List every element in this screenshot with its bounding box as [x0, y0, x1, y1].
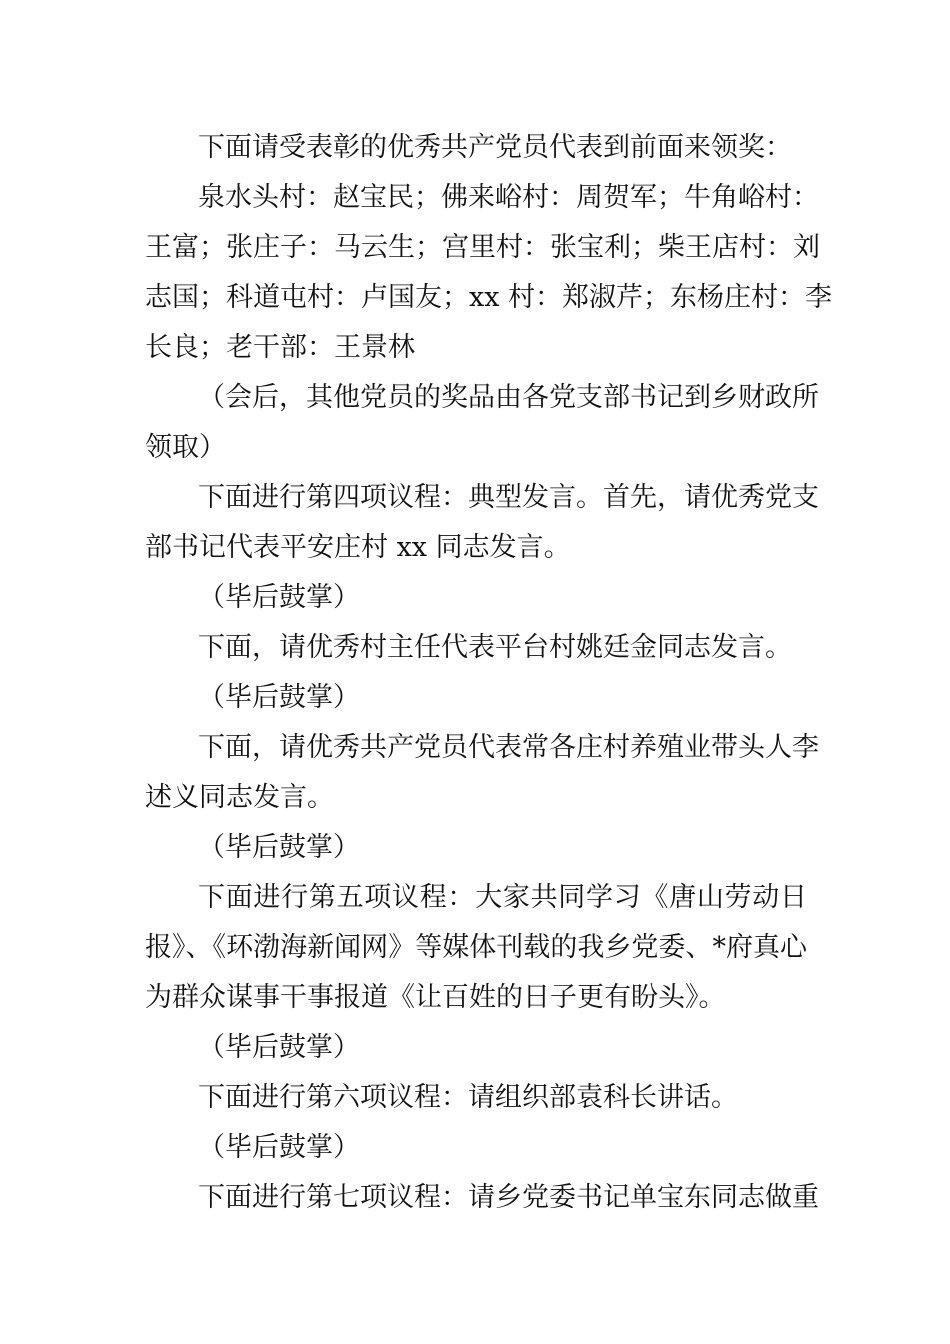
agenda-item-4-line-2: 部书记代表平安庄村 xx 同志发言。 [145, 532, 571, 563]
awardee-list-line-3: 志国；科道屯村：卢国友；xx 村：郑淑芹；东杨庄村：李 [145, 282, 833, 313]
awardee-list-line-2: 王富；张庄子：马云生；宫里村：张宝利；柴王店村：刘 [145, 232, 820, 263]
agenda-item-7-line-1: 下面进行第七项议程：请乡党委书记单宝东同志做重 [198, 1182, 819, 1213]
note-prizes-line-1: （会后，其他党员的奖品由各党支部书记到乡财政所 [198, 382, 819, 413]
speaker-party-member-line-2: 述义同志发言。 [145, 782, 334, 813]
awardee-list-line-1: 泉水头村：赵宝民；佛来峪村：周贺军；牛角峪村： [198, 182, 819, 213]
awardee-list-line-4: 长良；老干部：王景林 [145, 332, 415, 363]
applause-note: （毕后鼓掌） [198, 832, 360, 863]
applause-note: （毕后鼓掌） [198, 1032, 360, 1063]
agenda-item-6: 下面进行第六项议程：请组织部袁科长讲话。 [198, 1082, 738, 1113]
agenda-item-5-line-1: 下面进行第五项议程：大家共同学习《唐山劳动日 [198, 882, 807, 913]
speaker-party-member-line-1: 下面，请优秀共产党员代表常各庄村养殖业带头人李 [198, 732, 819, 763]
agenda-item-5-line-2: 报》、《环渤海新闻网》等媒体刊载的我乡党委、*府真心 [145, 932, 807, 963]
applause-note: （毕后鼓掌） [198, 582, 360, 613]
speaker-village-head: 下面，请优秀村主任代表平台村姚廷金同志发言。 [198, 632, 792, 663]
note-prizes-line-2: 领取） [145, 432, 226, 463]
applause-note: （毕后鼓掌） [198, 682, 360, 713]
applause-note: （毕后鼓掌） [198, 1132, 360, 1163]
agenda-item-4-line-1: 下面进行第四项议程：典型发言。首先，请优秀党支 [198, 482, 819, 513]
agenda-item-5-line-3: 为群众谋事干事报道《让百姓的日子更有盼头》。 [145, 982, 726, 1013]
paragraph-award-intro: 下面请受表彰的优秀共产党员代表到前面来领奖： [198, 132, 792, 163]
